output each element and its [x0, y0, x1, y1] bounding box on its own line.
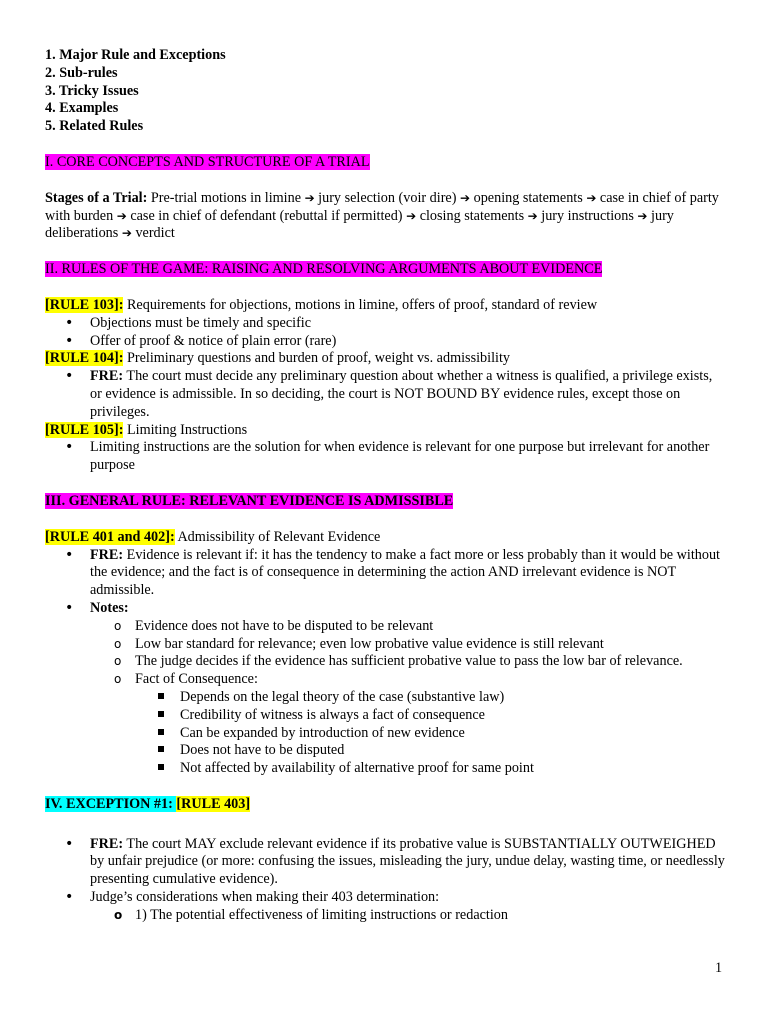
- rule-tag: [RULE 105]:: [45, 421, 124, 438]
- stage: opening statements: [473, 189, 583, 206]
- list-item: [45, 368, 725, 421]
- outline-item: 1. Major Rule and Exceptions: [45, 47, 226, 63]
- fre-label: FRE:: [90, 368, 124, 385]
- sub-item: [45, 671, 725, 778]
- bullet-icon: •: [65, 439, 74, 456]
- arrow-icon: ➔: [406, 208, 417, 223]
- rule-description: Requirements for objections, motions in limine, offers of proof, standard of review: [126, 296, 598, 313]
- considerations-list: [45, 907, 725, 925]
- list-item-text: Limiting instructions are the solution for when evidence is relevant for one purpose but irrelevant for another purpose: [90, 439, 710, 474]
- stage: case in chief of defendant (rebuttal if permitted): [130, 207, 403, 224]
- list-item: [45, 889, 725, 925]
- rule-tag: [RULE 401 and 402]:: [45, 528, 175, 545]
- list-item: [45, 547, 725, 600]
- sub-item-text: The judge decides if the evidence has sufficient probative value to pass the low bar of relevance.: [135, 653, 683, 670]
- section-heading: [45, 796, 725, 814]
- rule-105-list: [45, 439, 725, 475]
- outline-item: 4. Examples: [45, 100, 119, 117]
- sub-item: [45, 618, 725, 636]
- sub-sub-item-text: Can be expanded by introduction of new evidence: [180, 724, 465, 741]
- rule-description: Admissibility of Relevant Evidence: [177, 528, 381, 545]
- rule-tag: [RULE 104]:: [45, 350, 124, 367]
- sub-item: [45, 636, 725, 654]
- stage: Pre-trial motions in limine: [150, 189, 302, 206]
- rule-104-list: [45, 368, 725, 421]
- list-item: [45, 836, 725, 889]
- rule-tag: [RULE 103]:: [45, 296, 124, 313]
- rule-103-list: [45, 315, 725, 351]
- list-item: [45, 315, 725, 333]
- square-bullet-icon: [158, 742, 164, 760]
- sub-sub-item-text: Not affected by availability of alternative proof for same point: [180, 760, 534, 777]
- notes-label: Notes:: [90, 599, 129, 616]
- fre-label: FRE:: [90, 546, 124, 563]
- stage: verdict: [135, 225, 175, 242]
- section-heading: [45, 493, 725, 511]
- bullet-icon: •: [65, 599, 74, 616]
- list-item-text: Judge’s considerations when making their 403 determination:: [90, 889, 440, 906]
- list-item: [45, 600, 725, 778]
- square-bullet-icon: [158, 725, 164, 743]
- square-bullet-icon: [158, 760, 164, 778]
- sub-sub-item: [45, 742, 725, 760]
- arrow-icon: ➔: [527, 208, 538, 223]
- circle-bullet-icon: o: [114, 654, 122, 669]
- rule-105: [45, 422, 725, 440]
- sub-sub-item-text: Depends on the legal theory of the case (substantive law): [180, 688, 505, 705]
- rule-403-list: [45, 836, 725, 925]
- bullet-icon: •: [65, 314, 74, 331]
- stages-paragraph: [45, 190, 725, 243]
- fre-label: FRE:: [90, 835, 124, 852]
- list-item-text: The court must decide any preliminary question about whether a witness is qualified, a privilege exists, or evidence is admissible. In so deciding, the court is NOT BOUND BY evidence rules, except those on privileges.: [90, 368, 713, 420]
- stage: jury selection (voir dire): [318, 189, 457, 206]
- section-heading-text: I. CORE CONCEPTS AND STRUCTURE OF A TRIAL: [45, 153, 370, 170]
- arrow-icon: ➔: [460, 190, 471, 205]
- section-heading-text: IV. EXCEPTION #1:: [45, 795, 173, 812]
- stage: jury deliberations: [45, 207, 674, 242]
- sub-item: [45, 653, 725, 671]
- sub-sub-item-text: Does not have to be disputed: [180, 742, 345, 759]
- bullet-icon: •: [65, 546, 74, 563]
- rule-description: Preliminary questions and burden of proof, weight vs. admissibility: [126, 350, 510, 367]
- square-bullet-icon: [158, 707, 164, 725]
- list-item-text: Objections must be timely and specific: [90, 314, 312, 331]
- sub-item-text: Evidence does not have to be disputed to be relevant: [135, 617, 434, 634]
- list-item: [45, 333, 725, 351]
- fact-of-consequence-list: [45, 689, 725, 778]
- arrow-icon: ➔: [586, 190, 597, 205]
- circle-bullet-icon: o: [114, 672, 122, 687]
- circle-bullet-icon: o: [114, 907, 123, 922]
- outline-item: 5. Related Rules: [45, 118, 144, 135]
- section-heading: [45, 261, 725, 279]
- arrow-icon: ➔: [116, 208, 127, 223]
- document-page: [45, 47, 725, 925]
- sub-sub-item: [45, 760, 725, 778]
- rule-401-402: [45, 529, 725, 547]
- circle-bullet-icon: o: [114, 636, 122, 651]
- stage: jury instructions: [541, 207, 634, 224]
- section-heading: [45, 154, 725, 172]
- sub-item-text: 1) The potential effectiveness of limiting instructions or redaction: [135, 906, 508, 923]
- stages-label: Stages of a Trial:: [45, 189, 148, 206]
- rule-tag: [RULE 403]: [176, 795, 251, 812]
- list-item-text: The court MAY exclude relevant evidence if its probative value is SUBSTANTIALLY OUTWEIGHED by unfair prejudice (or more: confusing the issues, misleading the jury, undue delay, wasting time, or needlessly presenting cumulative evidence).: [90, 835, 725, 888]
- section-heading-text: II. RULES OF THE GAME: RAISING AND RESOLVING ARGUMENTS ABOUT EVIDENCE: [45, 261, 603, 278]
- bullet-icon: •: [65, 889, 74, 906]
- stage: closing statements: [419, 207, 525, 224]
- outline-list: [45, 47, 725, 136]
- arrow-icon: ➔: [304, 190, 315, 205]
- rule-104: [45, 350, 725, 368]
- rule-401-list: [45, 547, 725, 778]
- list-item-text: Evidence is relevant if: it has the tendency to make a fact more or less probably than it would be without the evidence; and the fact is of consequence in determining the action AND irrelevant evidence is NOT admissible.: [90, 546, 720, 599]
- notes-list: [45, 618, 725, 778]
- sub-sub-item: [45, 707, 725, 725]
- sub-item-text: Fact of Consequence:: [135, 671, 258, 688]
- square-bullet-icon: [158, 689, 164, 707]
- sub-sub-item: [45, 725, 725, 743]
- stage: case in chief of party with burden: [45, 189, 719, 224]
- outline-item: 2. Sub-rules: [45, 64, 118, 81]
- circle-bullet-icon: o: [114, 618, 122, 633]
- sub-item: [45, 907, 725, 925]
- outline-item: 3. Tricky Issues: [45, 82, 139, 99]
- rule-103: [45, 297, 725, 315]
- bullet-icon: •: [65, 368, 74, 385]
- list-item-text: Offer of proof & notice of plain error (rare): [90, 332, 337, 349]
- bullet-icon: •: [65, 835, 74, 852]
- list-item: [45, 439, 725, 475]
- sub-item-text: Low bar standard for relevance; even low probative value evidence is still relevant: [135, 635, 604, 652]
- bullet-icon: •: [65, 332, 74, 349]
- rule-description: Limiting Instructions: [126, 421, 248, 438]
- sub-sub-item-text: Credibility of witness is always a fact of consequence: [180, 706, 485, 723]
- sub-sub-item: [45, 689, 725, 707]
- arrow-icon: ➔: [637, 208, 648, 223]
- section-heading-text: III. GENERAL RULE: RELEVANT EVIDENCE IS ADMISSIBLE: [45, 492, 454, 509]
- page-number: 1: [715, 960, 723, 976]
- arrow-icon: ➔: [121, 226, 132, 241]
